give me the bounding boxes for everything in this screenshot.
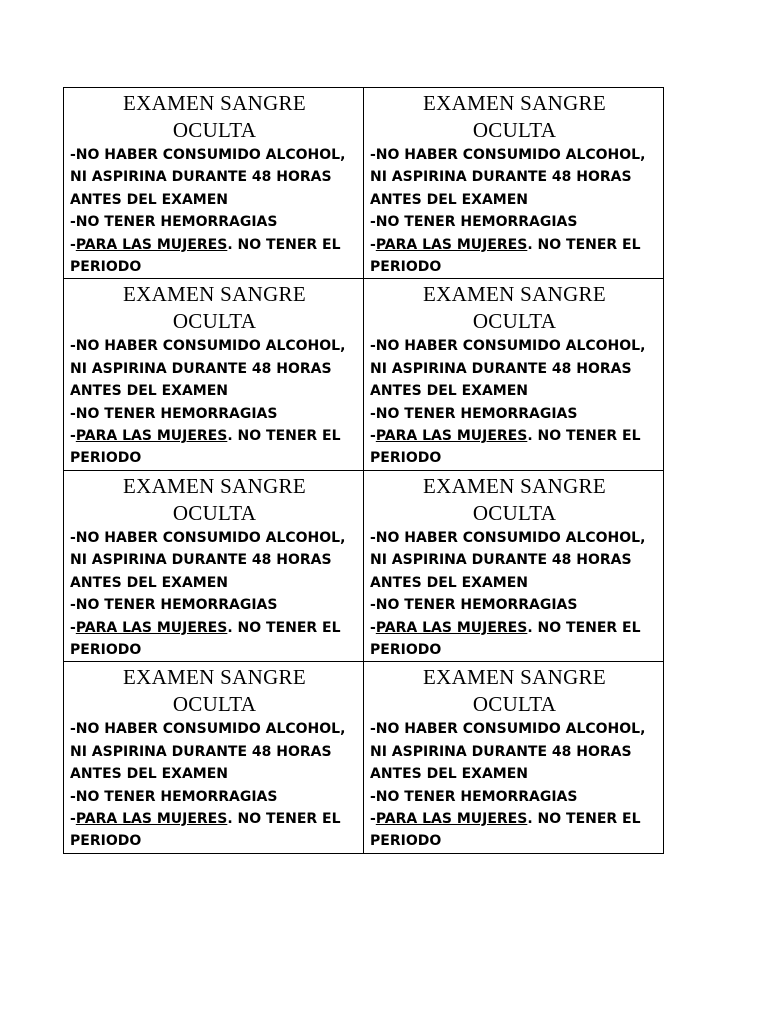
card-title-line2: OCULTA	[472, 500, 557, 525]
card-requirements	[370, 718, 659, 852]
requirement-women-rest: . NO TENER EL PERIODO	[370, 810, 641, 850]
requirement-no-alcohol: -NO HABER CONSUMIDO ALCOHOL, NI ASPIRINA DURANTE 48 HORAS ANTES DEL EXAMEN	[70, 721, 346, 783]
label-card	[364, 470, 664, 661]
requirement-women-rest: . NO TENER EL PERIODO	[70, 236, 341, 276]
card-title-line1: EXAMEN SANGRE	[423, 282, 606, 307]
requirement-women-rest: . NO TENER EL PERIODO	[70, 810, 341, 850]
card-requirements	[70, 335, 359, 469]
card-title-line1: EXAMEN SANGRE	[123, 282, 306, 307]
requirement-women-rest: . NO TENER EL PERIODO	[370, 619, 641, 658]
label-card	[364, 88, 664, 279]
requirement-no-bleeding: -NO TENER HEMORRAGIAS	[370, 597, 578, 614]
requirement-women-prefix: -	[370, 428, 376, 445]
card-title-line2: OCULTA	[172, 118, 257, 142]
card-title-line2: OCULTA	[172, 500, 257, 525]
card-title-line1: EXAMEN SANGRE	[423, 473, 606, 498]
card-title	[70, 281, 359, 335]
requirement-no-bleeding: -NO TENER HEMORRAGIAS	[70, 788, 278, 805]
requirement-women-label: PARA LAS MUJERES	[75, 428, 228, 445]
label-card	[64, 88, 364, 279]
requirement-women-prefix: -	[70, 619, 76, 636]
requirement-women-label: PARA LAS MUJERES	[75, 810, 228, 827]
labels-sheet	[63, 87, 664, 854]
requirement-no-bleeding: -NO TENER HEMORRAGIAS	[370, 214, 578, 231]
card-title-line1: EXAMEN SANGRE	[423, 91, 606, 115]
label-card	[364, 662, 664, 853]
requirement-no-bleeding: -NO TENER HEMORRAGIAS	[70, 214, 278, 231]
label-card	[64, 662, 364, 853]
requirement-no-alcohol: -NO HABER CONSUMIDO ALCOHOL, NI ASPIRINA DURANTE 48 HORAS ANTES DEL EXAMEN	[370, 338, 646, 400]
card-requirements	[70, 527, 359, 661]
card-title	[70, 664, 359, 718]
requirement-women	[370, 617, 659, 662]
card-title	[70, 473, 359, 527]
requirement-women-prefix: -	[70, 428, 76, 445]
requirement-women-rest: . NO TENER EL PERIODO	[370, 236, 641, 276]
label-card	[64, 470, 364, 661]
labels-row	[64, 88, 664, 279]
requirement-no-alcohol: -NO HABER CONSUMIDO ALCOHOL, NI ASPIRINA DURANTE 48 HORAS ANTES DEL EXAMEN	[70, 529, 346, 591]
requirement-women-prefix: -	[70, 810, 76, 827]
card-title-line1: EXAMEN SANGRE	[123, 473, 306, 498]
requirement-women-label: PARA LAS MUJERES	[75, 236, 228, 253]
card-requirements	[70, 144, 359, 278]
requirement-women-rest: . NO TENER EL PERIODO	[70, 428, 341, 467]
requirement-women-prefix: -	[370, 236, 376, 253]
card-title-line2: OCULTA	[472, 692, 557, 717]
card-title-line2: OCULTA	[172, 692, 257, 717]
card-requirements	[370, 144, 659, 278]
card-title	[370, 473, 659, 527]
requirement-no-bleeding: -NO TENER HEMORRAGIAS	[70, 597, 278, 614]
requirement-women-prefix: -	[370, 619, 376, 636]
requirement-women-label: PARA LAS MUJERES	[375, 236, 528, 253]
requirement-women	[370, 808, 659, 853]
requirement-women-label: PARA LAS MUJERES	[375, 428, 528, 445]
card-title	[370, 90, 659, 144]
requirement-women-rest: . NO TENER EL PERIODO	[70, 619, 341, 658]
label-card	[364, 279, 664, 470]
requirement-no-alcohol: -NO HABER CONSUMIDO ALCOHOL, NI ASPIRINA DURANTE 48 HORAS ANTES DEL EXAMEN	[70, 147, 346, 208]
card-requirements	[370, 527, 659, 661]
requirement-women-prefix: -	[370, 810, 376, 827]
requirement-no-alcohol: -NO HABER CONSUMIDO ALCOHOL, NI ASPIRINA DURANTE 48 HORAS ANTES DEL EXAMEN	[370, 721, 646, 783]
requirement-no-alcohol: -NO HABER CONSUMIDO ALCOHOL, NI ASPIRINA DURANTE 48 HORAS ANTES DEL EXAMEN	[70, 338, 346, 400]
card-title	[370, 281, 659, 335]
card-title-line2: OCULTA	[472, 118, 557, 142]
card-title-line2: OCULTA	[172, 309, 257, 334]
labels-row	[64, 662, 664, 853]
requirement-women	[70, 425, 359, 470]
requirement-women	[370, 425, 659, 470]
labels-row	[64, 279, 664, 470]
requirement-no-bleeding: -NO TENER HEMORRAGIAS	[370, 788, 578, 805]
card-title	[370, 664, 659, 718]
card-title-line1: EXAMEN SANGRE	[123, 91, 306, 115]
card-requirements	[370, 335, 659, 469]
requirement-women-label: PARA LAS MUJERES	[75, 619, 228, 636]
requirement-women	[70, 617, 359, 662]
requirement-women	[370, 234, 659, 279]
requirement-women-label: PARA LAS MUJERES	[375, 810, 528, 827]
card-title	[70, 90, 359, 144]
requirement-no-bleeding: -NO TENER HEMORRAGIAS	[370, 405, 578, 422]
requirement-women	[70, 234, 359, 279]
requirement-women-label: PARA LAS MUJERES	[375, 619, 528, 636]
card-title-line1: EXAMEN SANGRE	[423, 665, 606, 690]
requirement-no-alcohol: -NO HABER CONSUMIDO ALCOHOL, NI ASPIRINA DURANTE 48 HORAS ANTES DEL EXAMEN	[370, 147, 646, 208]
requirement-women-prefix: -	[70, 236, 76, 253]
requirement-women	[70, 808, 359, 853]
requirement-women-rest: . NO TENER EL PERIODO	[370, 428, 641, 467]
card-title-line2: OCULTA	[472, 309, 557, 334]
requirement-no-alcohol: -NO HABER CONSUMIDO ALCOHOL, NI ASPIRINA DURANTE 48 HORAS ANTES DEL EXAMEN	[370, 529, 646, 591]
labels-row	[64, 470, 664, 661]
requirement-no-bleeding: -NO TENER HEMORRAGIAS	[70, 405, 278, 422]
card-requirements	[70, 718, 359, 852]
card-title-line1: EXAMEN SANGRE	[123, 665, 306, 690]
label-card	[64, 279, 364, 470]
